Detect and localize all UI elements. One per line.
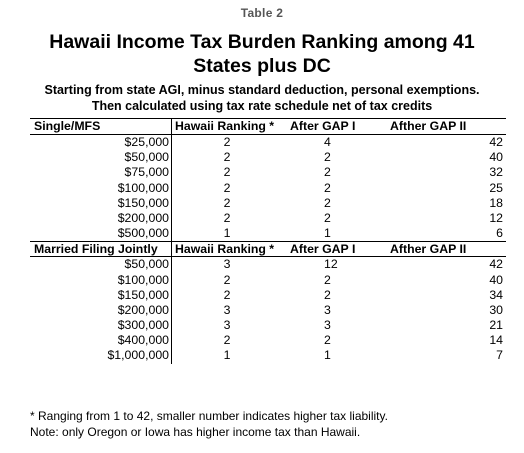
column-header-after-gap-1: After GAP I	[290, 119, 356, 133]
column-header-income: Single/MFS	[30, 119, 172, 134]
cell-after-gap-2: 34	[489, 287, 503, 302]
title-line-2: States plus DC	[193, 55, 331, 77]
column-header-hawaii-ranking: Hawaii Ranking *	[175, 119, 275, 133]
cell-after-gap-2: 7	[496, 348, 503, 363]
cell-after-gap-1: 2	[324, 195, 331, 210]
table-row	[30, 303, 506, 318]
cell-after-gap-1: 3	[324, 302, 331, 317]
subtitle-line-2: Then calculated using tax rate schedule net of tax credits	[91, 99, 433, 113]
cell-after-gap-1: 1	[324, 348, 331, 363]
cell-after-gap-1: 4	[324, 135, 331, 149]
cell-income: $150,000	[30, 196, 172, 211]
table-subtitle	[0, 82, 524, 114]
cell-after-gap-1: 2	[324, 180, 331, 195]
cell-income: $50,000	[30, 257, 172, 272]
table-row	[30, 165, 506, 180]
table-header-row	[30, 241, 506, 257]
cell-hawaii-ranking: 2	[223, 135, 231, 149]
cell-hawaii-ranking: 2	[223, 195, 231, 210]
cell-after-gap-1: 2	[324, 333, 331, 348]
column-header-after-gap-1: After GAP I	[290, 242, 356, 257]
table-row	[30, 273, 506, 288]
cell-income: $400,000	[30, 333, 172, 348]
cell-after-gap-1: 12	[324, 257, 338, 272]
cell-after-gap-2: 14	[489, 333, 503, 348]
cell-after-gap-2: 42	[489, 257, 503, 272]
cell-income: $500,000	[30, 226, 172, 241]
cell-hawaii-ranking: 2	[223, 180, 231, 195]
footnote-ranging: * Ranging from 1 to 42, smaller number indicates higher tax liability.	[30, 409, 388, 423]
cell-after-gap-2: 21	[489, 318, 503, 333]
cell-income: $300,000	[30, 318, 172, 333]
cell-income: $50,000	[30, 150, 172, 165]
cell-after-gap-1: 2	[324, 210, 331, 225]
column-header-after-gap-2: Afther GAP II	[390, 242, 467, 257]
cell-hawaii-ranking: 1	[223, 348, 231, 363]
table-row	[30, 288, 506, 303]
column-header-hawaii-ranking: Hawaii Ranking *	[175, 242, 275, 257]
footnotes	[30, 408, 510, 440]
cell-hawaii-ranking: 3	[223, 302, 231, 317]
cell-after-gap-1: 2	[324, 165, 331, 180]
table-row	[30, 348, 506, 363]
cell-after-gap-2: 18	[489, 195, 503, 210]
cell-hawaii-ranking: 2	[223, 210, 231, 225]
table-title	[0, 30, 524, 78]
cell-after-gap-2: 42	[489, 135, 503, 149]
cell-income: $150,000	[30, 288, 172, 303]
table-header-row	[30, 119, 506, 135]
table-row	[30, 150, 506, 165]
tax-ranking-table	[30, 118, 506, 364]
cell-income: $1,000,000	[30, 348, 172, 363]
column-header-income: Married Filing Jointly	[30, 242, 172, 256]
table-row	[30, 211, 506, 226]
table-caption: Table 2	[240, 6, 284, 20]
cell-after-gap-2: 32	[489, 165, 503, 180]
cell-after-gap-1: 2	[324, 287, 331, 302]
table-row	[30, 318, 506, 333]
table-row	[30, 226, 506, 241]
table-row	[30, 135, 506, 150]
cell-after-gap-2: 6	[496, 226, 503, 241]
cell-income: $100,000	[30, 181, 172, 196]
title-line-1: Hawaii Income Tax Burden Ranking among 41	[49, 31, 475, 53]
cell-income: $200,000	[30, 303, 172, 318]
cell-income: $100,000	[30, 273, 172, 288]
cell-hawaii-ranking: 1	[223, 226, 231, 241]
cell-after-gap-1: 1	[324, 226, 331, 241]
cell-after-gap-1: 2	[324, 150, 331, 165]
cell-after-gap-2: 30	[489, 302, 503, 317]
cell-after-gap-2: 25	[489, 180, 503, 195]
cell-hawaii-ranking: 2	[223, 272, 231, 287]
cell-after-gap-2: 40	[489, 272, 503, 287]
footnote-oregon-iowa: Note: only Oregon or Iowa has higher income tax than Hawaii.	[30, 425, 361, 439]
cell-after-gap-1: 3	[324, 318, 331, 333]
cell-income: $75,000	[30, 165, 172, 180]
cell-after-gap-1: 2	[324, 272, 331, 287]
table-row	[30, 196, 506, 211]
cell-hawaii-ranking: 2	[223, 165, 231, 180]
cell-after-gap-2: 40	[489, 150, 503, 165]
cell-after-gap-2: 12	[489, 210, 503, 225]
table-row	[30, 333, 506, 348]
cell-income: $25,000	[30, 135, 172, 150]
cell-hawaii-ranking: 3	[223, 257, 231, 272]
column-header-after-gap-2: Afther GAP II	[390, 119, 467, 133]
table-row	[30, 257, 506, 272]
table-row	[30, 181, 506, 196]
cell-hawaii-ranking: 3	[223, 318, 231, 333]
cell-hawaii-ranking: 2	[223, 150, 231, 165]
subtitle-line-1: Starting from state AGI, minus standard deduction, personal exemptions.	[44, 83, 480, 97]
cell-hawaii-ranking: 2	[223, 287, 231, 302]
cell-hawaii-ranking: 2	[223, 333, 231, 348]
cell-income: $200,000	[30, 211, 172, 226]
